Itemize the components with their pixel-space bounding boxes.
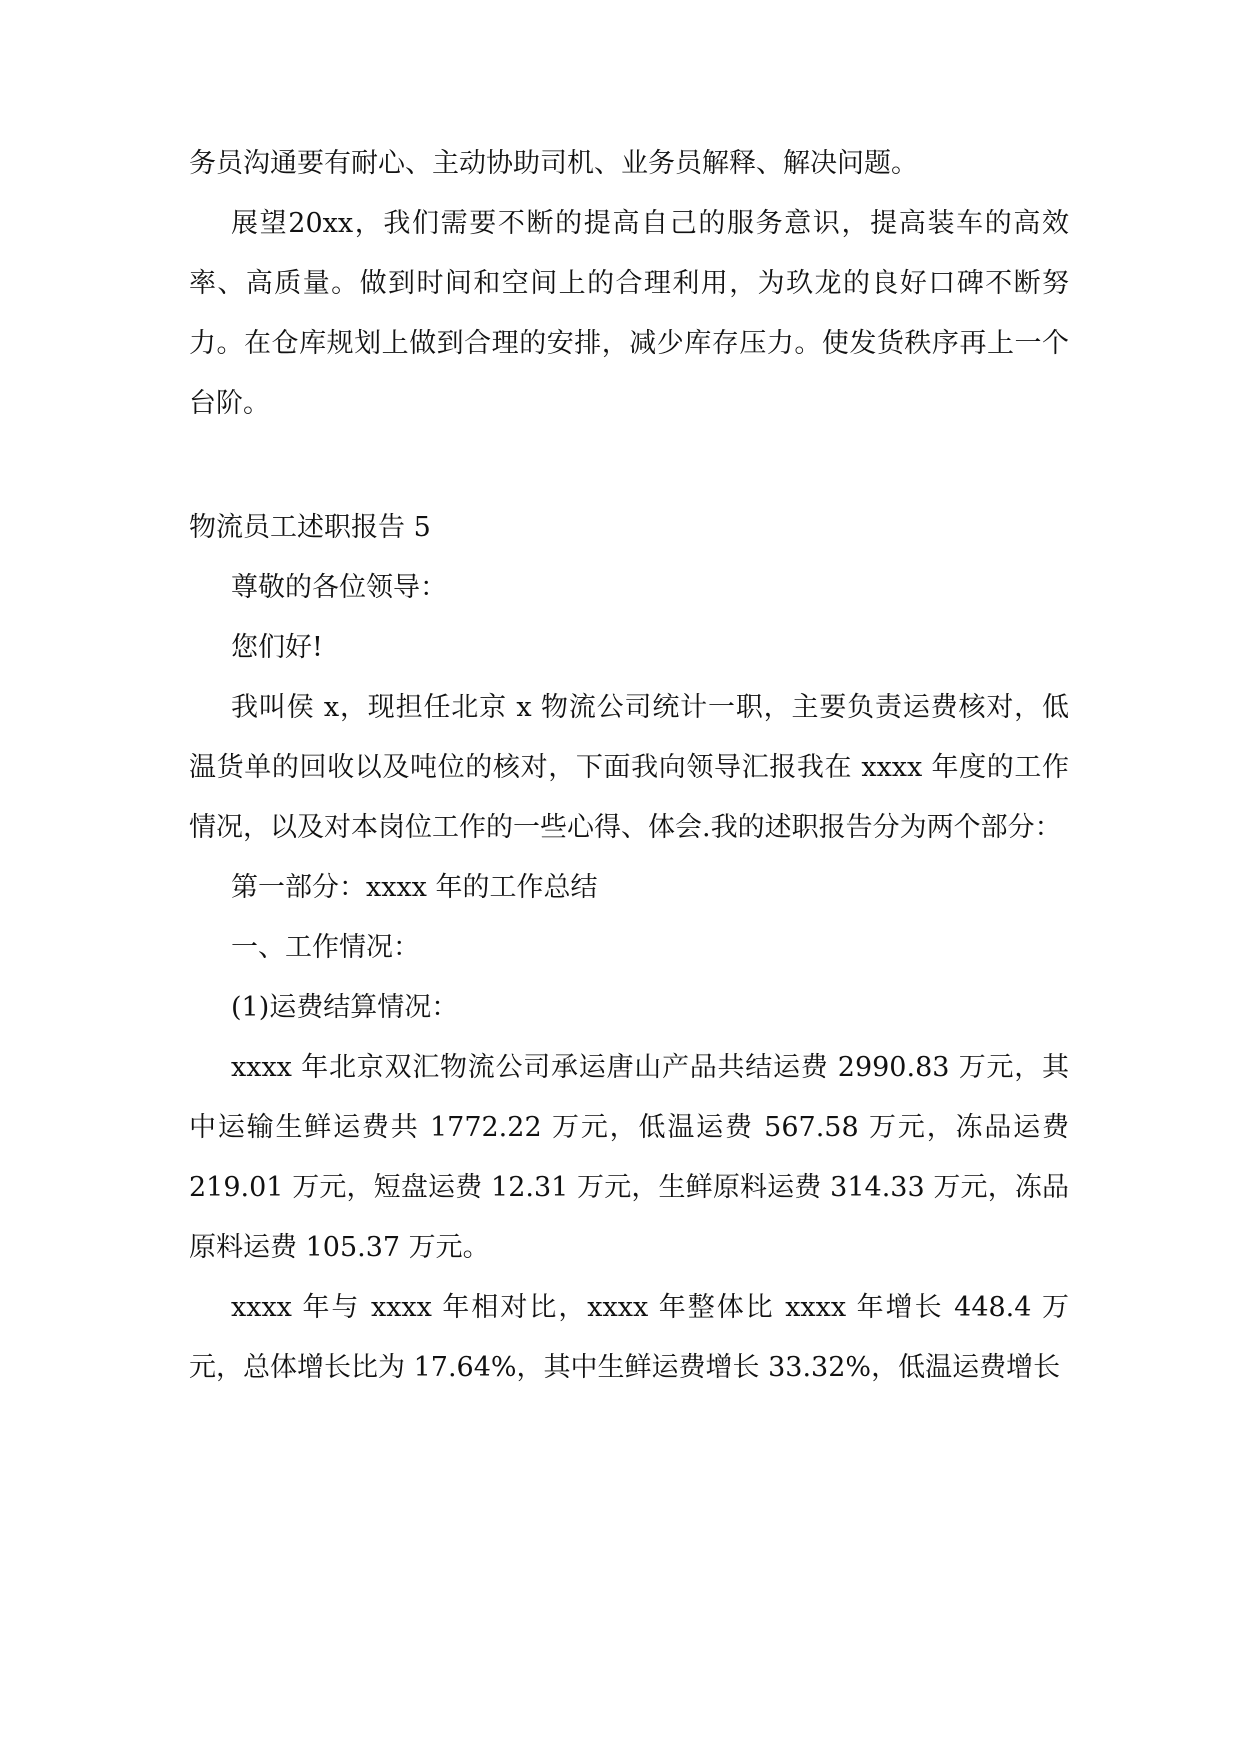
item-work-situation: 一、工作情况：	[231, 932, 420, 963]
paragraph-freight: xxxx 年北京双汇物流公司承运唐山产品共结运费 2990.83 万元，其中运输生鲜运费共 1772.22 万元，低温运费 567.58 万元，冻品运费 219.01 万元，短盘运费 12.31 万元，生鲜原料运费 314.33 万元，冻品原料运费 105.37 万元。	[189, 1052, 1069, 1263]
paragraph-compare: xxxx 年与 xxxx 年相对比，xxxx 年整体比 xxxx 年增长 448.4 万元，总体增长比为 17.64%，其中生鲜运费增长 33.32%，低温运费增长	[189, 1292, 1069, 1383]
section-title: 物流员工述职报告 5	[189, 512, 431, 543]
greeting-hello: 您们好!	[231, 632, 323, 663]
paragraph-outlook: 展望20xx，我们需要不断的提高自己的服务意识，提高装车的高效率、高质量。做到时间和空间上的合理利用，为玖龙的良好口碑不断努力。在仓库规划上做到合理的安排，减少库存压力。使发货秩序再上一个台阶。	[189, 208, 1069, 419]
part-one-title: 第一部分：xxxx 年的工作总结	[231, 872, 598, 903]
sub-item-freight-settlement: (1)运费结算情况：	[231, 992, 459, 1023]
paragraph-intro: 我叫侯 x，现担任北京 x 物流公司统计一职，主要负责运费核对，低温货单的回收以及吨位的核对，下面我向领导汇报我在 xxxx 年度的工作情况，以及对本岗位工作的一些心得、体会.我的述职报告分为两个部分：	[189, 692, 1069, 843]
document-body	[189, 134, 1069, 1398]
paragraph-continuation: 务员沟通要有耐心、主动协助司机、业务员解释、解决问题。	[189, 148, 918, 179]
greeting-leaders: 尊敬的各位领导：	[231, 572, 447, 603]
